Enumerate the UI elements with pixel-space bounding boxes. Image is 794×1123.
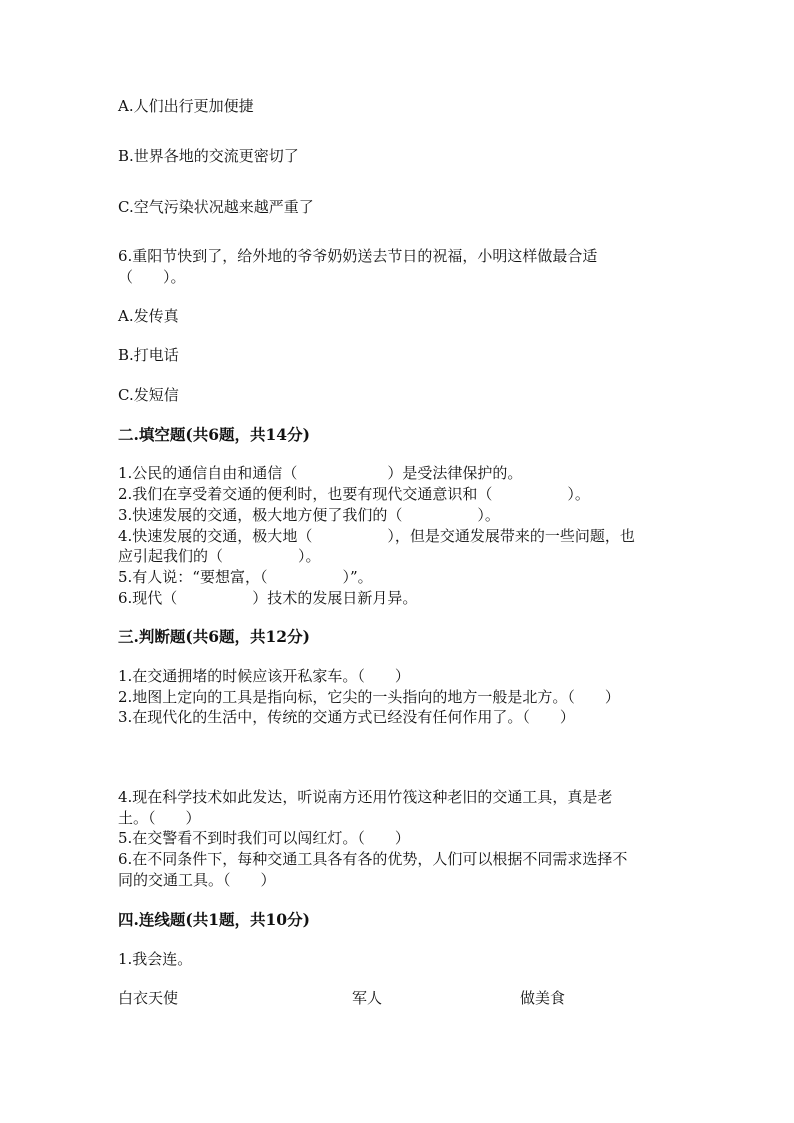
match-item-cooking: 做美食 <box>520 989 566 1007</box>
q5-option-a: A.人们出行更加便捷 <box>118 97 254 115</box>
fill-item-6: 6.现代（ ）技术的发展日新月异。 <box>118 589 418 607</box>
match-question-1: 1.我会连。 <box>118 950 193 968</box>
q5-option-b: B.世界各地的交流更密切了 <box>118 147 299 165</box>
judge-item-2: 2.地图上定向的工具是指向标，它尖的一头指向的地方一般是北方。（ ） <box>118 688 620 706</box>
judge-item-3: 3.在现代化的生活中，传统的交通方式已经没有任何作用了。（ ） <box>118 708 575 726</box>
judge-item-6-line2: 同的交通工具。（ ） <box>118 871 276 889</box>
q6-option-a: A.发传真 <box>118 307 179 325</box>
fill-item-3: 3.快速发展的交通，极大地方便了我们的（ ）。 <box>118 506 500 524</box>
q5-option-c: C.空气污染状况越来越严重了 <box>118 198 314 216</box>
q6-stem-line1: 6.重阳节快到了，给外地的爷爷奶奶送去节日的祝福，小明这样做最合适 <box>118 247 598 265</box>
fill-item-1: 1.公民的通信自由和通信（ ）是受法律保护的。 <box>118 464 523 482</box>
fill-item-5: 5.有人说：“要想富，（ ）”。 <box>118 568 373 586</box>
section4-heading: 四.连线题(共1题，共10分) <box>118 910 310 929</box>
judge-item-4-line2: 土。（ ） <box>118 809 201 827</box>
judge-item-5: 5.在交警看不到时我们可以闯红灯。（ ） <box>118 829 410 847</box>
q6-option-b: B.打电话 <box>118 346 179 364</box>
q6-stem-line2: （ ）。 <box>118 268 186 286</box>
fill-item-4-line2: 应引起我们的（ ）。 <box>118 547 321 565</box>
judge-item-4-line1: 4.现在科学技术如此发达，听说南方还用竹筏这种老旧的交通工具，真是老 <box>118 788 613 806</box>
q6-option-c: C.发短信 <box>118 386 179 404</box>
fill-item-4-line1: 4.快速发展的交通，极大地（ ），但是交通发展带来的一些问题，也 <box>118 527 635 545</box>
judge-item-1: 1.在交通拥堵的时候应该开私家车。（ ） <box>118 667 410 685</box>
section2-heading: 二.填空题(共6题，共14分) <box>118 425 310 444</box>
match-item-angel-in-white: 白衣天使 <box>118 989 179 1007</box>
judge-item-6-line1: 6.在不同条件下，每种交通工具各有各的优势，人们可以根据不同需求选择不 <box>118 850 628 868</box>
fill-item-2: 2.我们在享受着交通的便利时，也要有现代交通意识和（ ）。 <box>118 485 590 503</box>
section3-heading: 三.判断题(共6题，共12分) <box>118 627 310 646</box>
match-item-soldier: 军人 <box>352 989 383 1007</box>
